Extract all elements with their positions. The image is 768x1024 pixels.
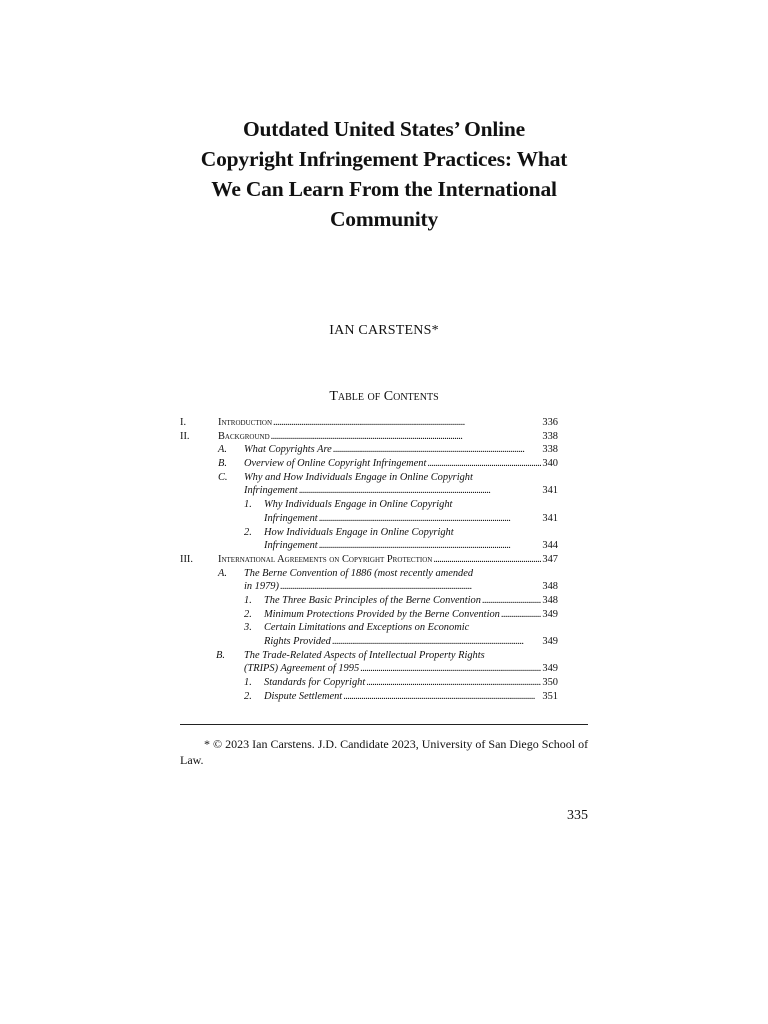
dot-leader — [427, 457, 541, 471]
toc-entry — [180, 498, 558, 512]
toc-entry — [180, 416, 558, 430]
title-line: Outdated United States’ Online — [242, 117, 526, 141]
title-line: We Can Learn From the International — [211, 177, 557, 201]
toc-entry-number: 3. — [244, 622, 252, 634]
toc-entry-title: Introduction — [218, 417, 273, 428]
toc-entry — [180, 430, 558, 444]
toc-entry-title: Certain Limitations and Exceptions on Economic — [264, 622, 470, 634]
dot-leader — [271, 430, 542, 444]
toc-entry-number: 2. — [244, 526, 252, 538]
toc-entry-title: Infringement — [264, 512, 318, 524]
toc-entry-page: 348 — [542, 581, 558, 593]
toc-entry-title: in 1979) — [244, 581, 279, 593]
toc-entry — [180, 690, 558, 704]
toc-entry-title: Background — [218, 430, 270, 442]
toc-entry-page: 344 — [542, 540, 558, 552]
toc-entry — [180, 471, 558, 485]
toc-entry-page: 336 — [542, 417, 558, 428]
dot-leader — [501, 608, 542, 622]
toc-entry-number: III. — [180, 553, 193, 565]
toc-entry — [180, 662, 558, 676]
toc-entry-title: International Agreements on Copyright Protection — [218, 553, 433, 565]
dot-leader — [319, 512, 542, 526]
dot-leader — [366, 676, 541, 690]
toc-entry-page: 349 — [542, 636, 558, 647]
toc-entry-title: Why Individuals Engage in Online Copyright — [264, 499, 453, 511]
toc-entry — [180, 580, 558, 594]
toc-entry-title: Rights Provided — [264, 636, 331, 647]
toc-entry-page: 347 — [542, 553, 558, 565]
toc-entry-page: 350 — [542, 677, 558, 689]
toc-entry-title: How Individuals Engage in Online Copyright — [264, 526, 454, 538]
toc-entry — [180, 594, 558, 608]
toc-entry-number: 1. — [244, 499, 252, 511]
toc-entry-number: 2. — [244, 690, 252, 702]
toc-entry-title: Why and How Individuals Engage in Online Copyright — [244, 471, 473, 483]
toc-entry-number: C. — [218, 471, 228, 483]
author-name: IAN CARSTENS* — [329, 323, 439, 338]
toc-entry — [180, 457, 558, 471]
toc-entry-title: Minimum Protections Provided by the Berne Convention — [264, 608, 500, 620]
dot-leader — [280, 580, 541, 594]
toc-entry-page: 341 — [542, 485, 558, 497]
toc-entry — [180, 512, 558, 526]
toc-entry — [180, 484, 558, 498]
page-number: 335 — [567, 808, 588, 823]
toc-entry-title: Standards for Copyright — [264, 677, 366, 689]
toc-entry-title: Overview of Online Copyright Infringement — [244, 458, 427, 470]
toc-entry — [180, 526, 558, 540]
toc-entry-title: The Trade-Related Aspects of Intellectual Property Rights — [244, 649, 485, 661]
toc-heading: Table of Contents — [329, 389, 439, 404]
dot-leader — [482, 594, 541, 608]
toc-entry-number: A. — [218, 567, 227, 579]
toc-entry-page: 338 — [542, 444, 558, 456]
toc-entry — [180, 621, 558, 635]
toc-entry-title: Infringement — [264, 540, 318, 552]
toc-entry-page: 338 — [542, 430, 558, 442]
toc-entry-number: I. — [180, 417, 187, 428]
dot-leader — [299, 484, 542, 498]
toc-entry — [180, 539, 558, 553]
toc-entry-title: Infringement — [244, 485, 298, 497]
table-of-contents — [180, 416, 558, 703]
footnote-divider — [180, 724, 588, 725]
toc-entry-number: 2. — [244, 608, 252, 620]
dot-leader — [360, 662, 541, 676]
toc-entry-title: (TRIPS) Agreement of 1995 — [244, 663, 360, 675]
toc-entry — [180, 567, 558, 581]
dot-leader — [433, 553, 541, 567]
toc-entry — [180, 608, 558, 622]
dot-leader — [319, 539, 542, 553]
toc-entry-number: B. — [218, 458, 227, 470]
toc-entry — [180, 649, 558, 663]
title-line: Copyright Infringement Practices: What — [200, 147, 568, 171]
dot-leader — [333, 443, 542, 457]
toc-entry-page: 349 — [542, 663, 558, 675]
footnote: * © 2023 Ian Carstens. J.D. Candidate 2023, University of San Diego School of Law. — [180, 737, 589, 767]
toc-entry-number: 1. — [244, 677, 252, 689]
toc-entry-title: Dispute Settlement — [264, 690, 343, 702]
toc-entry-title: The Berne Convention of 1886 (most recently amended — [244, 567, 474, 579]
toc-entry-title: What Copyrights Are — [244, 444, 332, 456]
toc-entry-title: The Three Basic Principles of the Berne Convention — [264, 594, 481, 606]
toc-entry-page: 351 — [542, 690, 558, 702]
toc-entry — [180, 635, 558, 649]
toc-entry-number: II. — [180, 430, 190, 442]
toc-entry-number: 1. — [244, 594, 252, 606]
toc-entry-page: 341 — [542, 512, 558, 524]
toc-entry — [180, 676, 558, 690]
toc-entry — [180, 553, 558, 567]
toc-entry — [180, 443, 558, 457]
toc-entry-page: 349 — [542, 608, 558, 620]
dot-leader — [332, 635, 542, 649]
toc-entry-page: 348 — [542, 594, 558, 606]
article-title — [150, 114, 618, 234]
toc-entry-number: B. — [216, 649, 225, 661]
dot-leader — [273, 416, 541, 430]
toc-entry-page: 340 — [542, 458, 558, 470]
toc-entry-number: A. — [218, 444, 227, 456]
dot-leader — [343, 690, 541, 704]
title-line: Community — [329, 207, 439, 231]
